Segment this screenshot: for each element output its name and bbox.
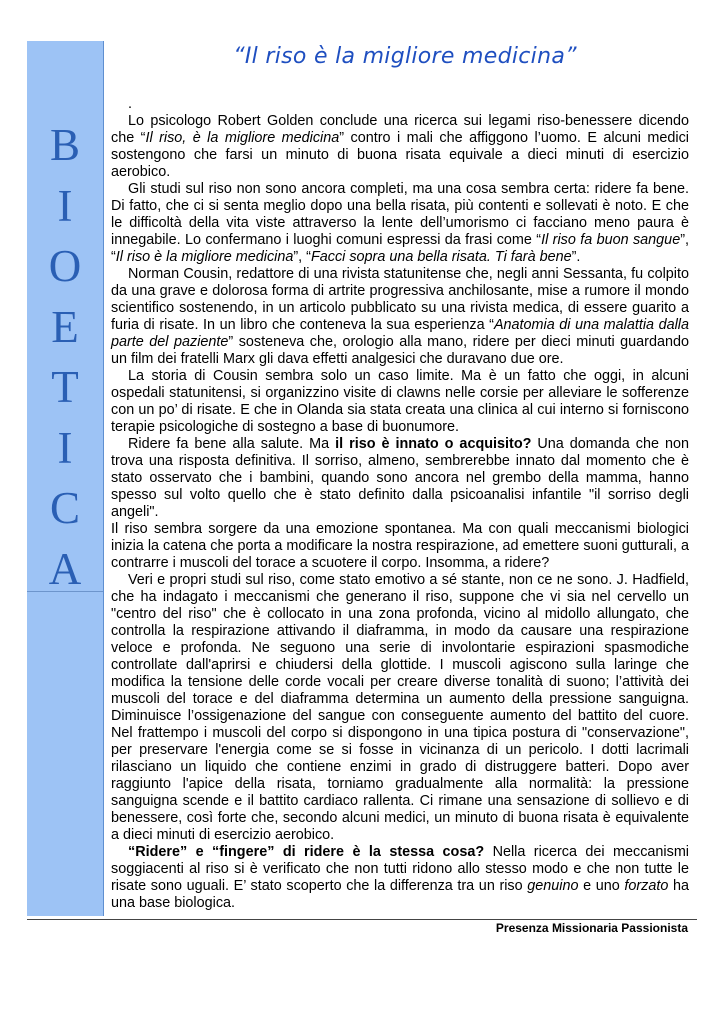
sidebar-letter: B	[49, 120, 80, 170]
page-title: “Il riso è la migliore medicina”	[233, 44, 577, 69]
text-span: Nella ricerca dei meccanismi soggiacenti al riso si è verificato che non tutti ridono allo stesso modo e che non tutte le risate sono uguali. E’ stato scoperto che la differenza tra un riso	[111, 844, 689, 894]
text-span: Una domanda che non trova una risposta definitiva. Il sorriso, almeno, sembrerebbe innato dal momento che è stato osservato che i bambini, quando sono ancora nel grembo della mamma, hanno spesso sul volto quello che è stato definito dalla psicoanalisi infantile "il sorriso degli angeli".	[111, 436, 689, 520]
text-span: ”, “	[111, 232, 689, 265]
bold-question: “Ridere” e “fingere” di ridere è la stessa cosa?	[128, 844, 485, 860]
sidebar-letter: E	[51, 301, 79, 352]
paragraph-2	[111, 181, 689, 266]
paragraph-8	[111, 844, 689, 912]
text-span: Norman Cousin, redattore di una rivista statunitense che, negli anni Sessanta, fu colpito da una grave e dolorosa forma di artrite progressiva anchilosante, mise a rumore il mondo scientifico sostenendo, in un articolo pubblicato su una rivista medica, di essere guarito a furia di risate. In un libro che conteneva la sua esperienza “	[111, 266, 689, 333]
text-span: ”, “	[293, 249, 311, 265]
sidebar-letter: I	[57, 180, 73, 231]
italic-word: genuino	[527, 878, 579, 894]
text-span: ” sosteneva che, orologio alla mano, ridere per dieci minuti guardando un film dei fratelli Marx gli dava effetti analgesici che duravano due ore.	[111, 334, 689, 367]
sidebar-vertical-word	[27, 115, 103, 592]
sidebar-letter: A	[48, 543, 82, 594]
text-span: Ridere fa bene alla salute. Ma	[128, 436, 336, 452]
text-span: ha una base biologica.	[111, 878, 690, 911]
leading-dot: .	[128, 96, 132, 112]
italic-quote: Il riso è la migliore medicina	[115, 249, 294, 265]
sidebar-letter: C	[49, 483, 80, 533]
paragraph-4: La storia di Cousin sembra solo un caso limite. Ma è un fatto che oggi, in alcuni ospedali statunitensi, si organizzino visite di clawns nelle corsie per alleviare le sofferenze con un po’ di risate. E che in Olanda sia stata creata una clinica al cui interno si forniscono terapie psicologiche di sostegno a base di buonumore.	[111, 368, 689, 435]
paragraph-3	[111, 266, 689, 368]
sidebar-letter: I	[57, 422, 73, 473]
italic-quote: Il riso, è la migliore medicina	[145, 130, 340, 146]
italic-word: forzato	[624, 878, 669, 894]
italic-quote: Anatomia di una malattia dalla parte del paziente	[111, 317, 689, 350]
text-span: Gli studi sul riso non sono ancora completi, ma una cosa sembra certa: ridere fa bene. Di fatto, che ci si senta meglio dopo una bella risata, più contenti e sollevati è noto. E che le difficoltà della vita viste attraverso la lente dell’umorismo ci facciano meno paura è innegabile. Lo confermano i luoghi comuni espressi da frasi come “	[111, 181, 689, 248]
italic-quote: Facci sopra una bella risata. Ti farà bene	[310, 249, 572, 265]
sidebar-letter: O	[48, 241, 82, 291]
paragraph-7: Veri e propri studi sul riso, come stato emotivo a sé stante, non ce ne sono. J. Hadfield, che ha indagato i meccanismi che generano il riso, suppone che vi sia nel cervello un "centro del riso" che è collocato in una zona profonda, vicino al midollo allungato, che controlla la respirazione attivando il diaframma, in modo da causare una respirazione veloce e profonda. Ne seguono una serie di involontarie espirazioni spasmodiche controllate dall'aprirsi e chiudersi della glottide. I muscoli agiscono sulla laringe che modifica la tensione delle corde vocali per creare diverse tonalità di suono; l’attività dei muscoli del torace e del diaframma determina un aumento della pressione sanguigna. Diminuisce l’ossigenazione del sangue con conseguente aumento del battito del cuore. Nel frattempo i muscoli del corpo si dispongono in una tipica postura di "conservazione", per preservare l'energia come se si fosse in vicinanza di un pericolo. I dotti lacrimali rilasciano un liquido che contiene enzimi in grado di distruggere batteri. Dopo aver raggiunto l'apice della risata, torniamo gradualmente alla normalità: la pressione sanguigna scende e il battito cardiaco rallenta. Ci rimane una sensazione di sollievo e di benessere, così forte che, secondo alcuni medici, un minuto di buona risata è equivalente a dieci minuti di esercizio aerobico.	[111, 572, 689, 843]
text-span: Lo psicologo Robert Golden conclude una ricerca sui legami riso-benessere dicendo che “	[111, 113, 689, 146]
paragraph-1	[111, 113, 689, 181]
text-span: ” contro i mali che affiggono l’uomo. E alcuni medici sostengono che farsi un minuto di buona risata equivale a dieci minuti di esercizio aerobico.	[111, 130, 689, 180]
bold-question: il riso è innato o acquisito?	[335, 436, 532, 452]
text-span: e uno	[578, 878, 625, 894]
sidebar-band	[27, 41, 104, 916]
footer-publication: Presenza Missionaria Passionista	[495, 921, 688, 935]
article-body	[111, 96, 689, 912]
italic-quote: Il riso fa buon sangue	[541, 232, 681, 248]
text-span: ”.	[571, 249, 581, 265]
paragraph-5	[111, 436, 689, 521]
paragraph-6: Il riso sembra sorgere da una emozione spontanea. Ma con quali meccanismi biologici inizia la catena che porta a modificare la nostra respirazione, ad emettere suoni gutturali, a contrarre i muscoli del torace a scuotere il corpo. Insomma, a ridere?	[111, 521, 689, 571]
footer-divider	[27, 919, 697, 920]
sidebar-letter: T	[51, 362, 79, 412]
